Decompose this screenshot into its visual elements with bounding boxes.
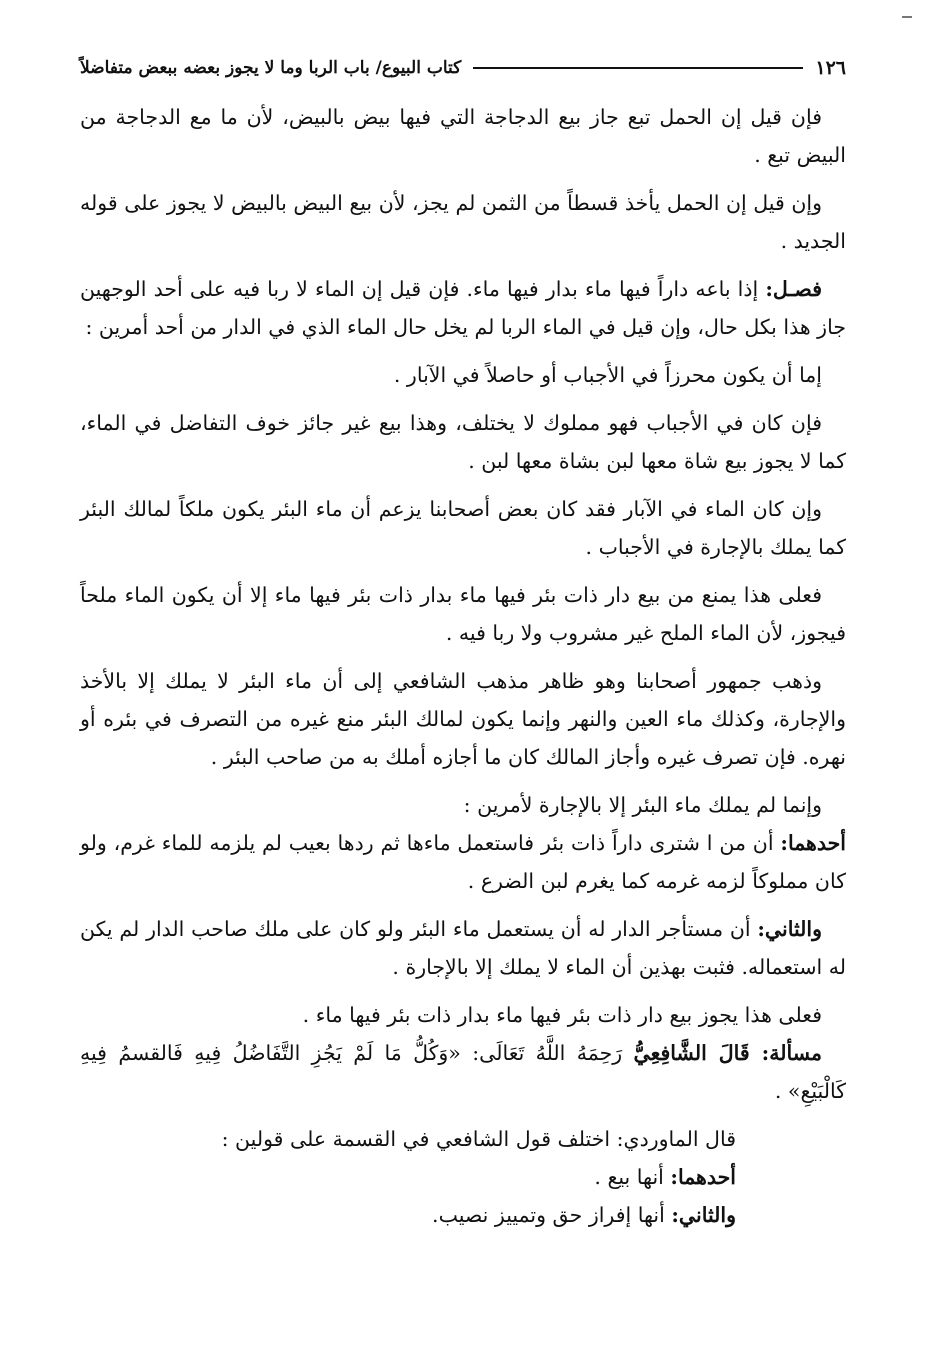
paragraph-text: إذا باعه داراً فيها ماء بدار فيها ماء. فإن قيل إن الماء لا ربا فيه على أحد الوجهين جاز هذا بكل حال، وإن قيل في الماء الربا لم يخل حال الماء الذي في الدار من أحد أمرين :	[80, 277, 846, 339]
paragraph	[80, 662, 846, 776]
paragraph-text: أن مستأجر الدار له أن يستعمل ماء البئر ولو كان على ملك صاحب الدار لم يكن له استعماله. فثبت بهذين أن الماء لا يملك إلا بالإجارة .	[80, 917, 846, 979]
paragraph	[80, 490, 846, 566]
section-lead: فصـل:	[765, 277, 822, 301]
section-lead: مسألة: قَالَ الشَّافِعِيُّ	[633, 1041, 822, 1065]
section-lead: أحدهما:	[670, 1165, 736, 1189]
paragraph	[80, 270, 846, 346]
paragraph	[80, 786, 846, 824]
running-header	[80, 52, 846, 84]
closing-first	[80, 1158, 846, 1196]
paragraph-text: وذهب جمهور أصحابنا وهو ظاهر مذهب الشافعي إلى أن ماء البئر لا يملك إلا بالأخذ والإجارة، وكذلك ماء العين والنهر وإنما يكون لمالك البئر منع غيره من التصرف في بئره أو نهره. فإن تصرف غيره وأجاز المالك كان ما أجازه أملك به من صاحب البئر .	[80, 669, 846, 769]
paragraph-text: قال الماوردي: اختلف قول الشافعي في القسمة على قولين :	[221, 1127, 736, 1151]
paragraph-text: إما أن يكون محرزاً في الأجباب أو حاصلاً في الآبار .	[393, 363, 822, 387]
section-lead: والثاني:	[671, 1203, 736, 1227]
page-number: ١٢٦	[815, 57, 846, 79]
paragraph-text: فإن كان في الأجباب فهو مملوك لا يختلف، وهذا بيع غير جائز خوف التفاضل في الماء، كما لا يجوز بيع شاة معها لبن بشاة معها لبن .	[80, 411, 846, 473]
paragraph-text: وإن كان الماء في الآبار فقد كان بعض أصحابنا يزعم أن ماء البئر يكون ملكاً لمالك البئر كما يملك بالإجارة في الأجباب .	[80, 497, 846, 559]
paragraph-text: أنها إفراز حق وتمييز نصيب.	[432, 1203, 672, 1227]
body-text	[80, 98, 846, 1234]
paragraph	[80, 1034, 846, 1110]
paragraph-text: رَحِمَهُ اللَّهُ تَعَالَى: «وَكُلُّ مَا لَمْ يَجُزِ التَّفَاضُلُ فِيهِ فَالقسمُ فِيهِ كَالْبَيْعِ» .	[80, 1041, 846, 1103]
closing-second	[80, 1196, 846, 1234]
section-lead: والثاني:	[757, 917, 822, 941]
paragraph	[80, 184, 846, 260]
paragraph	[80, 824, 846, 900]
paragraph-text: فعلى هذا يمنع من بيع دار ذات بئر فيها ماء بدار ذات بئر فيها ماء إلا أن يكون الماء ملحاً فيجوز، لأن الماء الملح غير مشروب ولا ربا فيه .	[80, 583, 846, 645]
scan-mark	[902, 16, 912, 18]
closing-intro	[80, 1120, 846, 1158]
paragraph	[80, 404, 846, 480]
paragraph	[80, 910, 846, 986]
paragraph-text: فعلى هذا يجوز بيع دار ذات بئر فيها ماء بدار ذات بئر فيها ماء .	[302, 1003, 822, 1027]
paragraph-text: وإن قيل إن الحمل يأخذ قسطاً من الثمن لم يجز، لأن بيع البيض بالبيض لا يجوز على قوله الجديد .	[80, 191, 846, 253]
header-rule	[473, 67, 803, 69]
paragraph-text: وإنما لم يملك ماء البئر إلا بالإجارة لأمرين :	[463, 793, 822, 817]
paragraph	[80, 576, 846, 652]
header-title: كتاب البيوع/ باب الربا وما لا يجوز بعضه ببعض متفاضلاً	[80, 58, 462, 78]
paragraph	[80, 356, 846, 394]
paragraph	[80, 98, 846, 174]
paragraph-text: أنها بيع .	[594, 1165, 671, 1189]
paragraph	[80, 996, 846, 1034]
paragraph-text: أن من ا شترى داراً ذات بئر فاستعمل ماءها ثم ردها بعيب لم يلزمه للماء غرم، ولو كان مملوكاً لزمه غرمه كما يغرم لبن الضرع .	[80, 831, 846, 893]
paragraph-text: فإن قيل إن الحمل تبع جاز بيع الدجاجة التي فيها بيض بالبيض، لأن ما مع الدجاجة من البيض تبع .	[80, 105, 846, 167]
section-lead: أحدهما:	[780, 831, 846, 855]
